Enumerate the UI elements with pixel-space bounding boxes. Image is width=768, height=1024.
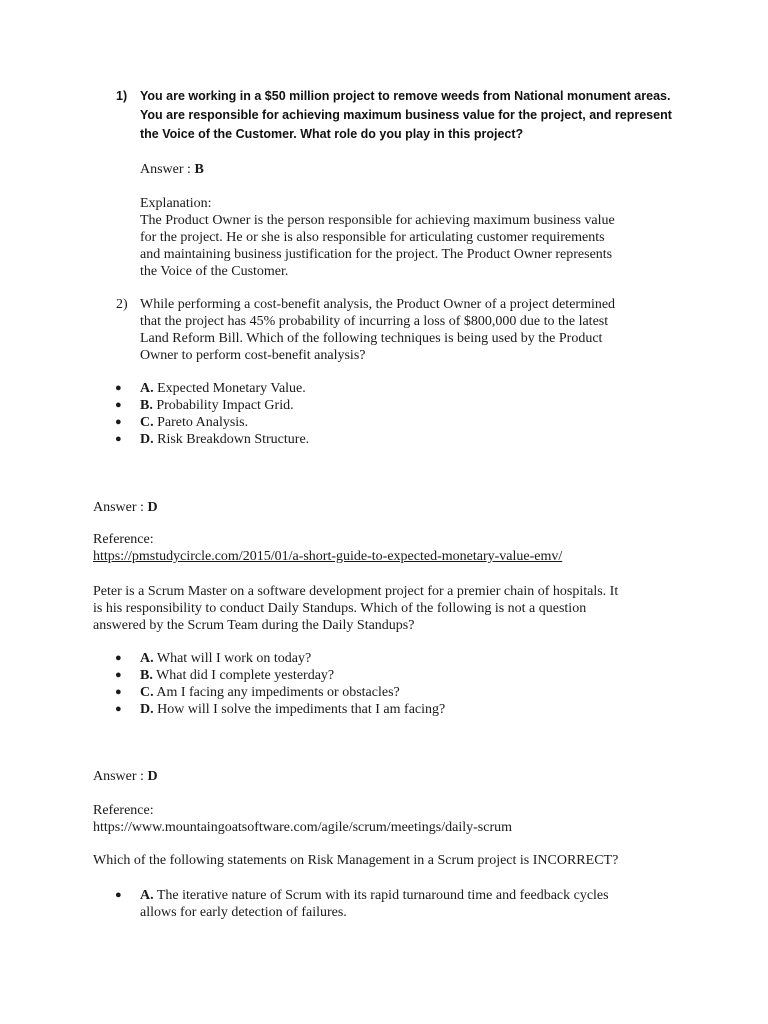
option-text: Risk Breakdown Structure.: [153, 432, 310, 447]
question-3-line: answered by the Scrum Team during the Daily Standups?: [93, 618, 415, 633]
option-text: Probability Impact Grid.: [152, 398, 294, 413]
option-text: The iterative nature of Scrum with its rapid turnaround time and feedback cycles: [153, 888, 609, 903]
question-3-line: is his responsibility to conduct Daily Standups. Which of the following is not a question: [93, 601, 587, 616]
option-item: [115, 414, 700, 431]
explanation-line: and maintaining business justification for the project. The Product Owner represents: [140, 247, 613, 262]
option-key: C.: [140, 685, 154, 700]
option-item: [115, 887, 700, 921]
option-key: B.: [140, 668, 153, 683]
option-item: [115, 684, 700, 701]
question-2-line: Land Reform Bill. Which of the following techniques is being used by the Product: [140, 331, 603, 346]
option-item: [115, 380, 700, 397]
question-1-line: You are responsible for achieving maximum business value for the project, and represent: [140, 108, 672, 122]
explanation-label: Explanation:: [140, 196, 212, 211]
option-item: [115, 397, 700, 414]
answer-letter: B: [194, 162, 204, 177]
explanation-line: for the project. He or she is also responsible for articulating customer requirements: [140, 230, 605, 245]
question-2-reference: [93, 531, 693, 565]
option-line: [140, 887, 700, 904]
bullet-icon: ●: [115, 652, 122, 664]
bullet-icon: ●: [115, 686, 122, 698]
bullet-icon: ●: [115, 889, 122, 901]
answer-label: Answer :: [140, 162, 195, 177]
option-key: A.: [140, 888, 154, 903]
question-1-line: You are working in a $50 million project to remove weeds from National monument areas.: [140, 89, 671, 103]
bullet-icon: ●: [115, 703, 122, 715]
question-3-answer: [93, 768, 693, 785]
question-3-line: Peter is a Scrum Master on a software development project for a premier chain of hospitals. It: [93, 584, 619, 599]
bullet-icon: ●: [115, 433, 122, 445]
reference-url: https://www.mountaingoatsoftware.com/agile/scrum/meetings/daily-scrum: [93, 820, 513, 835]
option-key: C.: [140, 415, 154, 430]
option-text: How will I solve the impediments that I am facing?: [153, 702, 446, 717]
option-item: [115, 650, 700, 667]
question-4-text: [93, 852, 733, 869]
question-2-answer: [93, 499, 693, 516]
option-text: What did I complete yesterday?: [152, 668, 335, 683]
option-key: A.: [140, 651, 154, 666]
question-3-reference: [93, 802, 693, 836]
option-text: Expected Monetary Value.: [153, 381, 306, 396]
question-2-text: [140, 296, 700, 364]
question-2-line: Owner to perform cost-benefit analysis?: [140, 348, 366, 363]
question-4-line: Which of the following statements on Risk Management in a Scrum project is INCORRECT?: [93, 853, 619, 868]
question-4-options: [115, 887, 700, 921]
option-line: allows for early detection of failures.: [140, 905, 347, 920]
option-key: D.: [140, 432, 154, 447]
option-item: [115, 667, 700, 684]
question-2-line: While performing a cost-benefit analysis, the Product Owner of a project determined: [140, 297, 616, 312]
question-1-text: [140, 87, 700, 144]
explanation-line: the Voice of the Customer.: [140, 264, 289, 279]
answer-label: Answer :: [93, 769, 148, 784]
question-1-answer: [140, 161, 700, 178]
reference-label: Reference:: [93, 803, 154, 818]
option-key: A.: [140, 381, 154, 396]
reference-label: Reference:: [93, 532, 154, 547]
question-2-number: 2): [116, 297, 128, 312]
question-1-line: the Voice of the Customer. What role do you play in this project?: [140, 127, 524, 141]
bullet-icon: ●: [115, 669, 122, 681]
option-key: D.: [140, 702, 154, 717]
answer-label: Answer :: [93, 500, 148, 515]
bullet-icon: ●: [115, 382, 122, 394]
reference-link[interactable]: https://pmstudycircle.com/2015/01/a-short-guide-to-expected-monetary-value-emv/: [93, 549, 563, 564]
option-item: [115, 431, 700, 448]
option-text: Pareto Analysis.: [153, 415, 249, 430]
answer-letter: D: [147, 500, 158, 515]
option-item: [115, 701, 700, 718]
option-text: What will I work on today?: [153, 651, 312, 666]
explanation-line: The Product Owner is the person responsible for achieving maximum business value: [140, 213, 615, 228]
question-3-options: [115, 650, 700, 718]
question-3-text: [93, 583, 693, 634]
bullet-icon: ●: [115, 399, 122, 411]
question-1-number: 1): [116, 89, 128, 103]
answer-letter: D: [147, 769, 158, 784]
option-text: Am I facing any impediments or obstacles?: [153, 685, 400, 700]
question-1-explanation: [140, 195, 700, 280]
bullet-icon: ●: [115, 416, 122, 428]
question-2-options: [115, 380, 700, 448]
option-key: B.: [140, 398, 153, 413]
question-2-line: that the project has 45% probability of incurring a loss of $800,000 due to the latest: [140, 314, 609, 329]
